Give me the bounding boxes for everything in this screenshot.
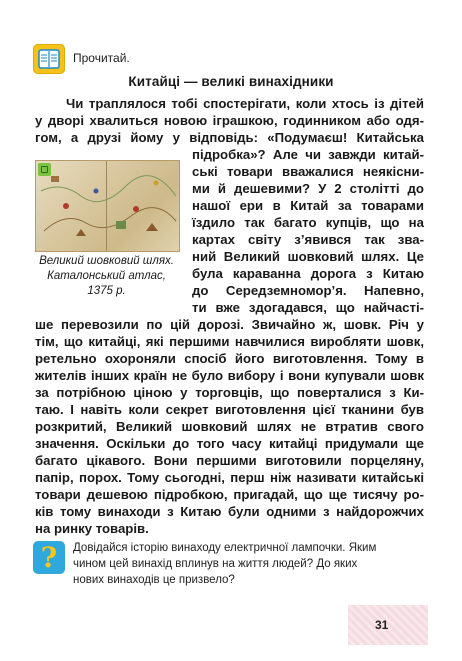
- text-line: значення. Оскільки до того часу китайці придумали ще: [35, 436, 424, 451]
- text-line: їздило так багато купців, що на: [192, 215, 424, 230]
- text-line: ків тому винаходи з Китаю були одними з найдорожчих: [35, 504, 424, 519]
- text-line: розкритий, Великий шовковий шлях не втратив свого: [35, 419, 424, 434]
- task-line: нових винаходів це призвело?: [73, 574, 235, 586]
- book-icon: [33, 44, 65, 74]
- text-line: у дворі хвалиться новою іграшкою, годинником або одя-: [35, 113, 424, 128]
- text-line: за потрібною ціною у торговців, що поверталися з Ки-: [35, 385, 424, 400]
- text-line: підробка»? Але чи завжди китай-: [192, 147, 424, 162]
- text-line: гом, а друзі йому у відповідь: «Подумаєш! Китайська: [35, 130, 424, 145]
- text-line: ми й дешевими? У 2 столітті до: [192, 181, 424, 196]
- text-line: багато цікавого. Вони першими виготовили порцеляну,: [35, 453, 424, 468]
- caption-line: Каталонський атлас,: [47, 270, 166, 282]
- text-line: таю. І навіть коли секрет виготовлення цієї тканини був: [35, 402, 424, 417]
- page-title: Китайці — великі винахідники: [128, 74, 334, 89]
- map-media-icon[interactable]: [38, 163, 51, 176]
- caption-line: 1375 р.: [87, 285, 126, 297]
- text-line: ретельно охороняли спосіб його виготовлення. Тому в: [35, 351, 424, 366]
- read-instruction: Прочитай.: [73, 51, 130, 65]
- figure-caption: [35, 254, 178, 299]
- text-line: жителів інших країн не було вибору і вони купували шовк: [35, 368, 424, 383]
- text-line: ше перевозили по цій дорозі. Звичайно ж, шовк. Річ у: [35, 317, 424, 332]
- task-line: чином цей винахід вплинув на життя людей? До яких: [73, 558, 358, 570]
- text-line: Чи траплялося тобі спостерігати, коли хтось із дітей: [66, 96, 424, 111]
- text-line: картах світу з’явився так зва-: [192, 232, 424, 247]
- text-line: на ринку товарів.: [35, 521, 149, 536]
- page-number: 31: [375, 618, 389, 632]
- text-line: до Середземномор’я. Напевно,: [192, 283, 424, 298]
- text-line: ські товари вважалися неякісни-: [192, 164, 424, 179]
- text-line: нашої ери в Китай за товарами: [192, 198, 424, 213]
- task-line: Довідайся історію винаходу електричної лампочки. Яким: [73, 542, 377, 554]
- catalan-atlas-map-image[interactable]: [35, 160, 180, 252]
- text-line: ти вже здогадався, що найчасті-: [192, 300, 424, 315]
- text-line: тім, що китайці, які першими навчилися виробляти шовк,: [35, 334, 424, 349]
- atlas-page-fold: [106, 161, 107, 251]
- text-line: папір, порох. Тому сьогодні, перш ніж називати китайські: [35, 470, 424, 485]
- text-line: ний Великий шовковий шлях. Це: [192, 249, 424, 264]
- question-icon: ?: [33, 541, 65, 574]
- text-line: була караванна дорога з Китаю: [192, 266, 424, 281]
- caption-line: Великий шовковий шлях.: [39, 255, 174, 267]
- text-line: товари дешевою підробкою, пригадай, що ще тисячу ро-: [35, 487, 424, 502]
